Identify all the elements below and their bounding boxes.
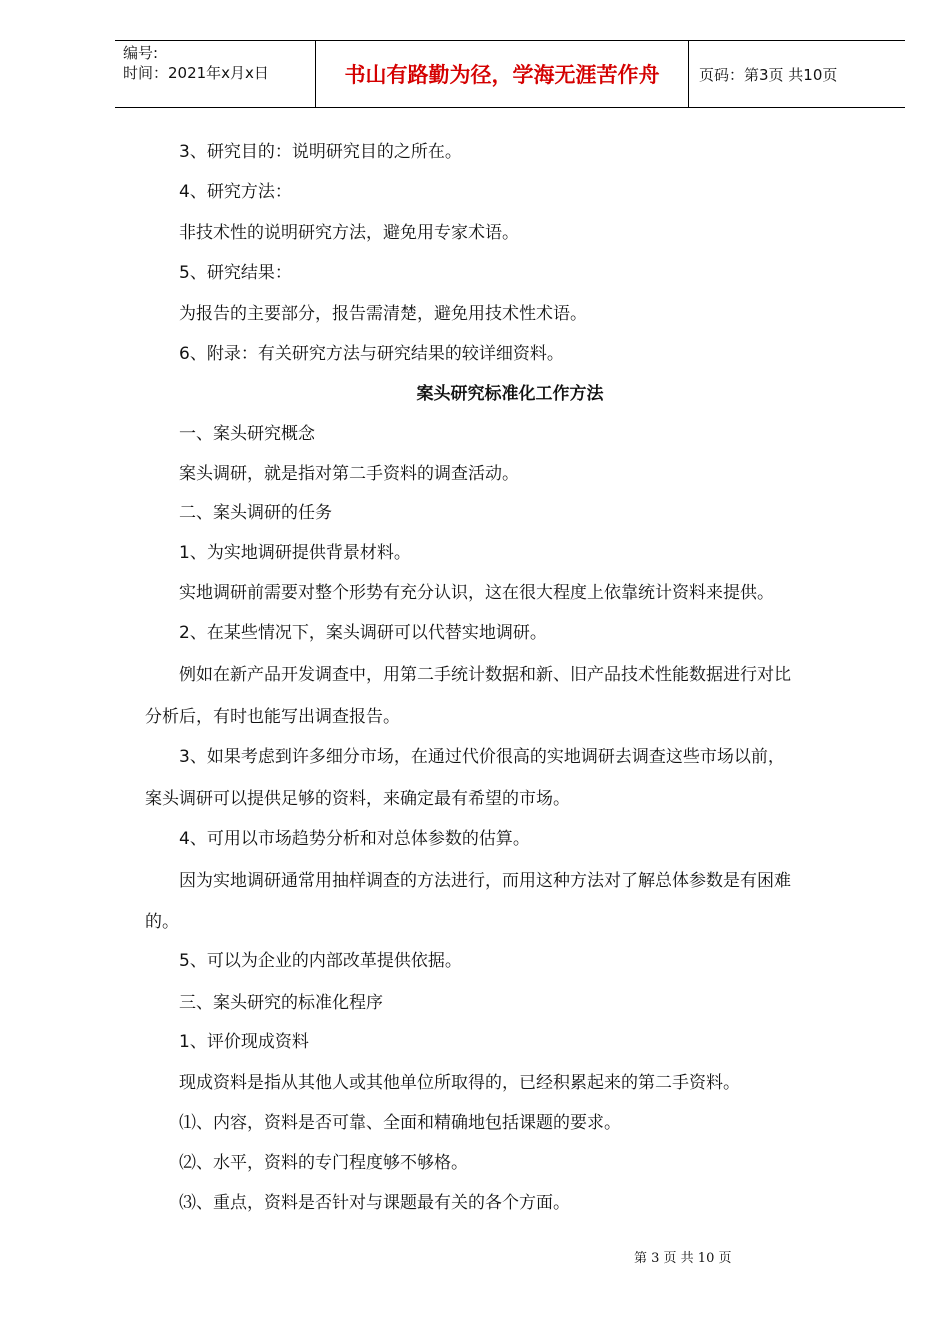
- header-motto: 书山有路勤为径，学海无涯苦作舟: [315, 41, 689, 107]
- paragraph-line: 因为实地调研通常用抽样调查的方法进行，而用这种方法对了解总体参数是有困难: [179, 871, 791, 891]
- paragraph-line: 现成资料是指从其他人或其他单位所取得的，已经积累起来的第二手资料。: [179, 1073, 740, 1093]
- paragraph-line: ⑵、水平，资料的专门程度够不够格。: [179, 1153, 468, 1173]
- paragraph-line: 例如在新产品开发调查中，用第二手统计数据和新、旧产品技术性能数据进行对比: [179, 665, 791, 685]
- paragraph-line: 2、在某些情况下，案头调研可以代替实地调研。: [179, 623, 547, 643]
- paragraph-line: 的。: [145, 912, 179, 932]
- paragraph-line: ⑶、重点，资料是否针对与课题最有关的各个方面。: [179, 1193, 570, 1213]
- paragraph-line: 5、可以为企业的内部改革提供依据。: [179, 951, 462, 971]
- header-meta: [123, 43, 315, 105]
- paragraph-line: 非技术性的说明研究方法，避免用专家术语。: [179, 223, 519, 243]
- paragraph-line: 4、研究方法：: [179, 182, 292, 202]
- paragraph-line: 三、案头研究的标准化程序: [179, 993, 383, 1013]
- paragraph-line: 实地调研前需要对整个形势有充分认识，这在很大程度上依靠统计资料来提供。: [179, 583, 774, 603]
- paragraph-line: 5、研究结果：: [179, 263, 292, 283]
- document-time-label: 时间：2021年x月x日: [123, 64, 269, 82]
- paragraph-line: 3、如果考虑到许多细分市场，在通过代价很高的实地调研去调查这些市场以前，: [179, 747, 785, 767]
- page-header: [115, 40, 905, 108]
- paragraph-line: 案头调研，就是指对第二手资料的调查活动。: [179, 464, 519, 484]
- header-page-info: 页码：第3页 共10页: [699, 65, 838, 84]
- paragraph-line: 二、案头调研的任务: [179, 503, 332, 523]
- paragraph-line: 为报告的主要部分，报告需清楚，避免用技术性术语。: [179, 304, 587, 324]
- paragraph-line: ⑴、内容，资料是否可靠、全面和精确地包括课题的要求。: [179, 1113, 621, 1133]
- paragraph-line: 1、为实地调研提供背景材料。: [179, 543, 411, 563]
- paragraph-line: 6、附录：有关研究方法与研究结果的较详细资料。: [179, 344, 564, 364]
- paragraph-line: 一、案头研究概念: [179, 424, 315, 444]
- paragraph-line: 案头调研可以提供足够的资料，来确定最有希望的市场。: [145, 789, 570, 809]
- section-title: 案头研究标准化工作方法: [416, 384, 604, 404]
- document-number-label: 编号:: [123, 44, 159, 62]
- paragraph-line: 1、评价现成资料: [179, 1032, 309, 1052]
- paragraph-line: 4、可用以市场趋势分析和对总体参数的估算。: [179, 829, 530, 849]
- page-footer: 第 3 页 共 10 页: [634, 1251, 732, 1266]
- paragraph-line: 分析后，有时也能写出调查报告。: [145, 707, 400, 727]
- paragraph-line: 3、研究目的：说明研究目的之所在。: [179, 142, 462, 162]
